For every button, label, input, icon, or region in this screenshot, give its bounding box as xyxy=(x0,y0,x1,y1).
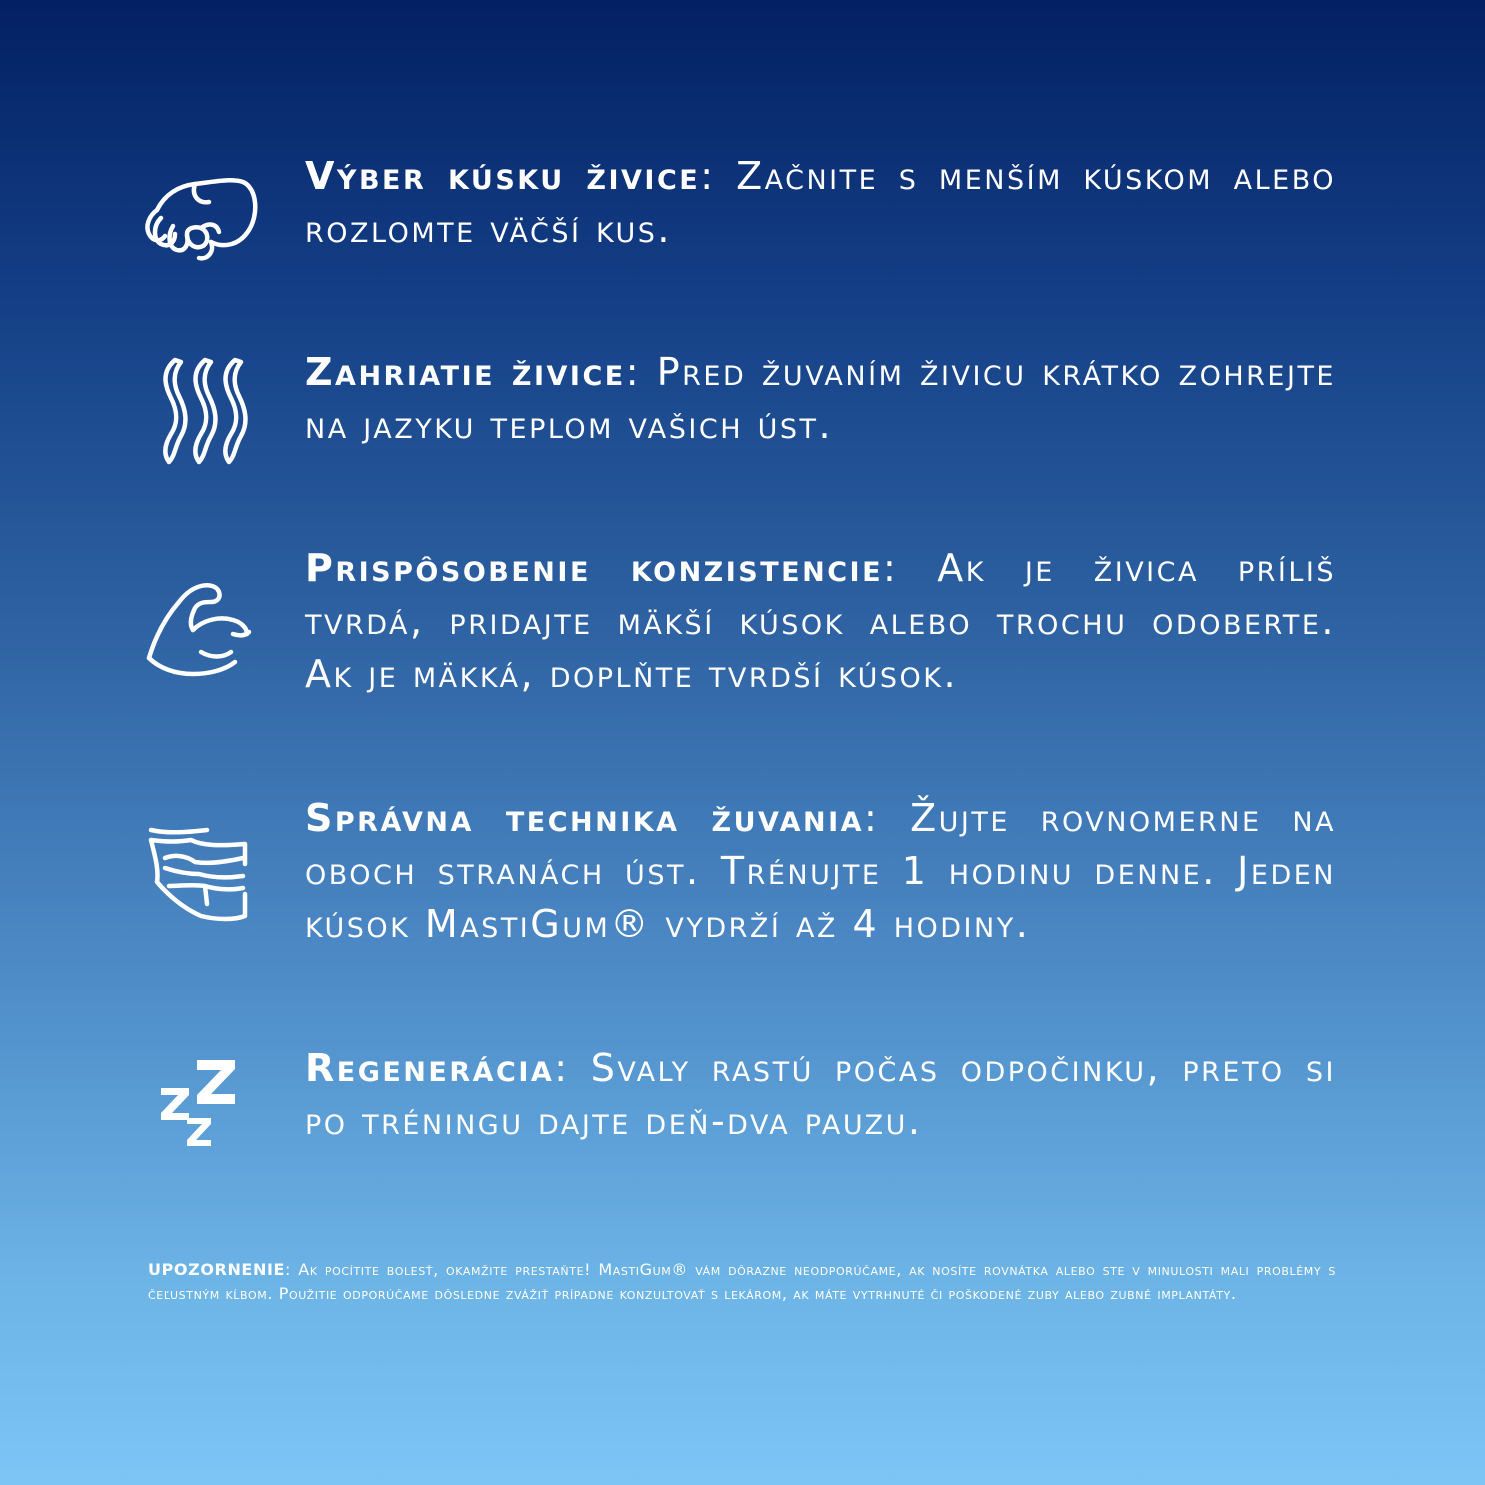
fist-hand-icon xyxy=(135,152,265,282)
step-description: Pred žuvaním živicu krátko zohrejte na jazyku teplom vašich úst. xyxy=(305,350,1336,447)
flexed-arm-icon xyxy=(135,566,265,696)
step-separator: : xyxy=(700,154,716,198)
step-description: Svaly rastú počas odpočinku, preto si po tréningu dajte deň-dva pauzu. xyxy=(305,1046,1336,1143)
step-text xyxy=(305,542,1336,701)
step-text xyxy=(305,150,1336,256)
step-title: Správna technika žuvania xyxy=(305,796,865,840)
jaw-icon xyxy=(135,812,265,942)
step-description: Ak je živica príliš tvrdá, pridajte mäkší kúsok alebo trochu odoberte. Ak je mäkká, doplňte tvrdší kúsok. xyxy=(305,546,1337,696)
step-text xyxy=(305,792,1336,951)
step-separator: : xyxy=(625,350,642,394)
step-text xyxy=(305,1042,1336,1148)
step-description: Žujte rovnomerne na oboch stranách úst. Trénujte 1 hodinu denne. Jeden kúsok MastiGum® vydrží až 4 hodiny. xyxy=(305,796,1336,946)
sleep-zzz-icon xyxy=(135,1036,265,1166)
step-title: Výber kúsku živice xyxy=(305,154,701,198)
notice-label: UPOZORNENIE xyxy=(148,1260,286,1279)
step-title: Zahriatie živice xyxy=(305,350,626,394)
step-description: Začnite s menším kúskom alebo rozlomte väčší kus. xyxy=(305,154,1336,251)
step-separator: : xyxy=(864,796,880,840)
notice-text: : Ak pocítite bolesť, okamžite prestaňte! MastiGum® vám dôrazne neodporúčame, ak nosíte rovnátka alebo ste v minulosti mali problémy s čeľustným kĺbom. Použitie odporúčame dôsledne zvážiť prípadne konzultovať s lekárom, ak máte vytrhnuté či poškodené zuby alebo zubné implantáty. xyxy=(148,1260,1336,1303)
step-separator: : xyxy=(554,1046,570,1090)
heat-waves-icon xyxy=(135,346,265,476)
step-separator: : xyxy=(883,546,899,590)
warning-notice xyxy=(148,1258,1336,1306)
step-title: Prispôsobenie konzistencie xyxy=(305,546,884,590)
step-title: Regenerácia xyxy=(305,1046,555,1090)
step-text xyxy=(305,346,1336,452)
